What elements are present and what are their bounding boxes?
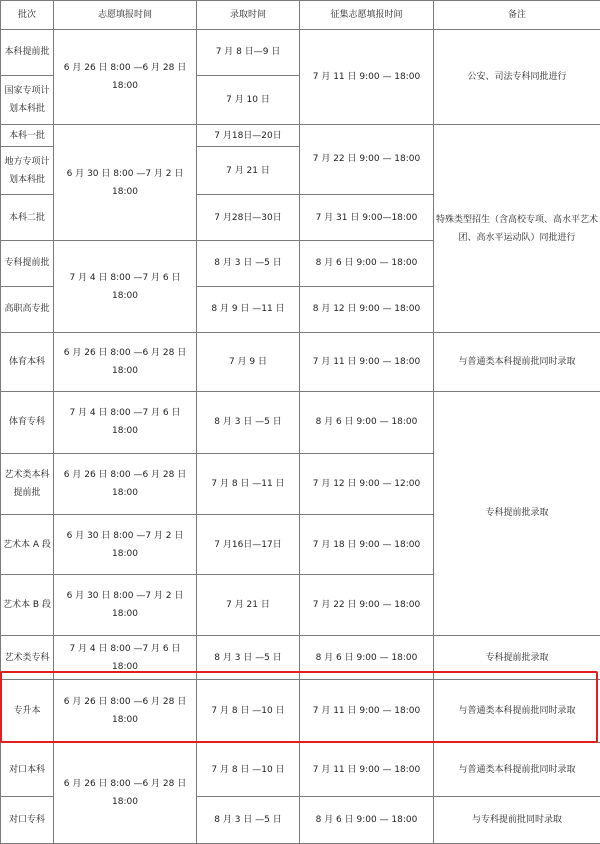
batch-cell: 专科提前批 <box>1 241 54 286</box>
header-batch: 批次 <box>1 1 54 30</box>
table-row <box>1 635 600 679</box>
collect-time-cell: 8 月 6 日 9:00 — 18:00 <box>300 391 434 454</box>
batch-cell: 艺术类本科提前批 <box>1 454 54 515</box>
collect-time-cell: 7 月 22 日 9:00 — 18:00 <box>300 125 434 195</box>
collect-time-cell: 7 月 11 日 9:00 — 18:00 <box>300 680 434 743</box>
fill-time-cell: 7 月 4 日 8:00 —7 月 6 日 18:00 <box>54 635 197 679</box>
collect-time-cell: 7 月 11 日 9:00 — 18:00 <box>300 30 434 125</box>
admit-time-cell: 7 月 21 日 <box>197 575 300 636</box>
admit-time-cell: 7 月 10 日 <box>197 75 300 124</box>
batch-cell: 专升本 <box>1 680 54 743</box>
table-row <box>1 125 600 147</box>
batch-cell: 对口专科 <box>1 797 54 844</box>
fill-time-cell: 6 月 30 日 8:00 —7 月 2 日 18:00 <box>54 125 197 241</box>
table-row <box>1 680 600 743</box>
batch-cell: 本科提前批 <box>1 30 54 75</box>
table-row <box>1 742 600 797</box>
batch-cell: 体育本科 <box>1 333 54 392</box>
admit-time-cell: 8 月 3 日 —5 日 <box>197 635 300 679</box>
collect-time-cell: 7 月 22 日 9:00 — 18:00 <box>300 575 434 636</box>
batch-cell: 本科二批 <box>1 194 54 240</box>
admit-time-cell: 7 月 8 日 —10 日 <box>197 680 300 743</box>
collect-time-cell: 7 月 11 日 9:00 — 18:00 <box>300 333 434 392</box>
table-header-row <box>1 1 600 30</box>
admit-time-cell: 8 月 9 日 —11 日 <box>197 286 300 332</box>
collect-time-cell: 8 月 12 日 9:00 — 18:00 <box>300 286 434 332</box>
admit-time-cell: 7 月 8 日 —11 日 <box>197 454 300 515</box>
remark-cell: 专科提前批录取 <box>434 391 600 635</box>
fill-time-cell: 6 月 30 日 8:00 —7 月 2 日 18:00 <box>54 575 197 636</box>
batch-cell: 艺术类专科 <box>1 635 54 679</box>
batch-cell: 本科一批 <box>1 125 54 147</box>
batch-cell: 国家专项计划本科批 <box>1 75 54 124</box>
fill-time-cell: 6 月 30 日 8:00 —7 月 2 日 18:00 <box>54 514 197 575</box>
admit-time-cell: 7 月 9 日 <box>197 333 300 392</box>
collect-time-cell: 8 月 6 日 9:00 — 18:00 <box>300 797 434 844</box>
remark-cell: 与普通类本科提前批同时录取 <box>434 333 600 392</box>
remark-cell: 公安、司法专科同批进行 <box>434 30 600 125</box>
remark-cell: 专科提前批录取 <box>434 635 600 679</box>
collect-time-cell: 7 月 31 日 9:00—18:00 <box>300 194 434 240</box>
batch-cell: 艺术本 A 段 <box>1 514 54 575</box>
batch-cell: 体育专科 <box>1 391 54 454</box>
fill-time-cell: 6 月 26 日 8:00 —6 月 28 日 18:00 <box>54 333 197 392</box>
header-remark: 备注 <box>434 1 600 30</box>
collect-time-cell: 7 月 11 日 9:00 — 18:00 <box>300 742 434 797</box>
table-row <box>1 30 600 75</box>
fill-time-cell: 6 月 26 日 8:00 —6 月 28 日 18:00 <box>54 454 197 515</box>
batch-cell: 高职高专批 <box>1 286 54 332</box>
batch-cell: 对口本科 <box>1 742 54 797</box>
admit-time-cell: 8 月 3 日 —5 日 <box>197 797 300 844</box>
remark-cell: 与专科提前批同时录取 <box>434 797 600 844</box>
table-row <box>1 333 600 392</box>
header-admit-time: 录取时间 <box>197 1 300 30</box>
collect-time-cell: 7 月 12 日 9:00 — 12:00 <box>300 454 434 515</box>
admit-time-cell: 8 月 3 日 —5 日 <box>197 391 300 454</box>
header-collect-time: 征集志愿填报时间 <box>300 1 434 30</box>
remark-cell: 与普通类本科提前批同时录取 <box>434 680 600 743</box>
admit-time-cell: 7 月18日—20日 <box>197 125 300 147</box>
header-fill-time: 志愿填报时间 <box>54 1 197 30</box>
table-row <box>1 391 600 454</box>
batch-cell: 地方专项计划本科批 <box>1 147 54 194</box>
fill-time-cell: 6 月 26 日 8:00 —6 月 28 日 18:00 <box>54 30 197 125</box>
remark-cell: 特殊类型招生（含高校专项、高水平艺术团、高水平运动队）同批进行 <box>434 125 600 333</box>
admit-time-cell: 7 月 8 日—9 日 <box>197 30 300 75</box>
collect-time-cell: 8 月 6 日 9:00 — 18:00 <box>300 635 434 679</box>
admit-time-cell: 8 月 3 日 —5 日 <box>197 241 300 286</box>
remark-cell: 与普通类本科提前批同时录取 <box>434 742 600 797</box>
admit-time-cell: 7 月16日—17日 <box>197 514 300 575</box>
fill-time-cell: 7 月 4 日 8:00 —7 月 6 日 18:00 <box>54 241 197 333</box>
admit-time-cell: 7 月 21 日 <box>197 147 300 194</box>
fill-time-cell: 6 月 26 日 8:00 —6 月 28 日 18:00 <box>54 742 197 843</box>
fill-time-cell: 7 月 4 日 8:00 —7 月 6 日 18:00 <box>54 391 197 454</box>
fill-time-cell: 6 月 26 日 8:00 —6 月 28 日 18:00 <box>54 680 197 743</box>
admit-time-cell: 7 月 8 日 —10 日 <box>197 742 300 797</box>
collect-time-cell: 8 月 6 日 9:00 — 18:00 <box>300 241 434 286</box>
batch-cell: 艺术本 B 段 <box>1 575 54 636</box>
collect-time-cell: 7 月 18 日 9:00 — 18:00 <box>300 514 434 575</box>
admit-time-cell: 7 月28日—30日 <box>197 194 300 240</box>
